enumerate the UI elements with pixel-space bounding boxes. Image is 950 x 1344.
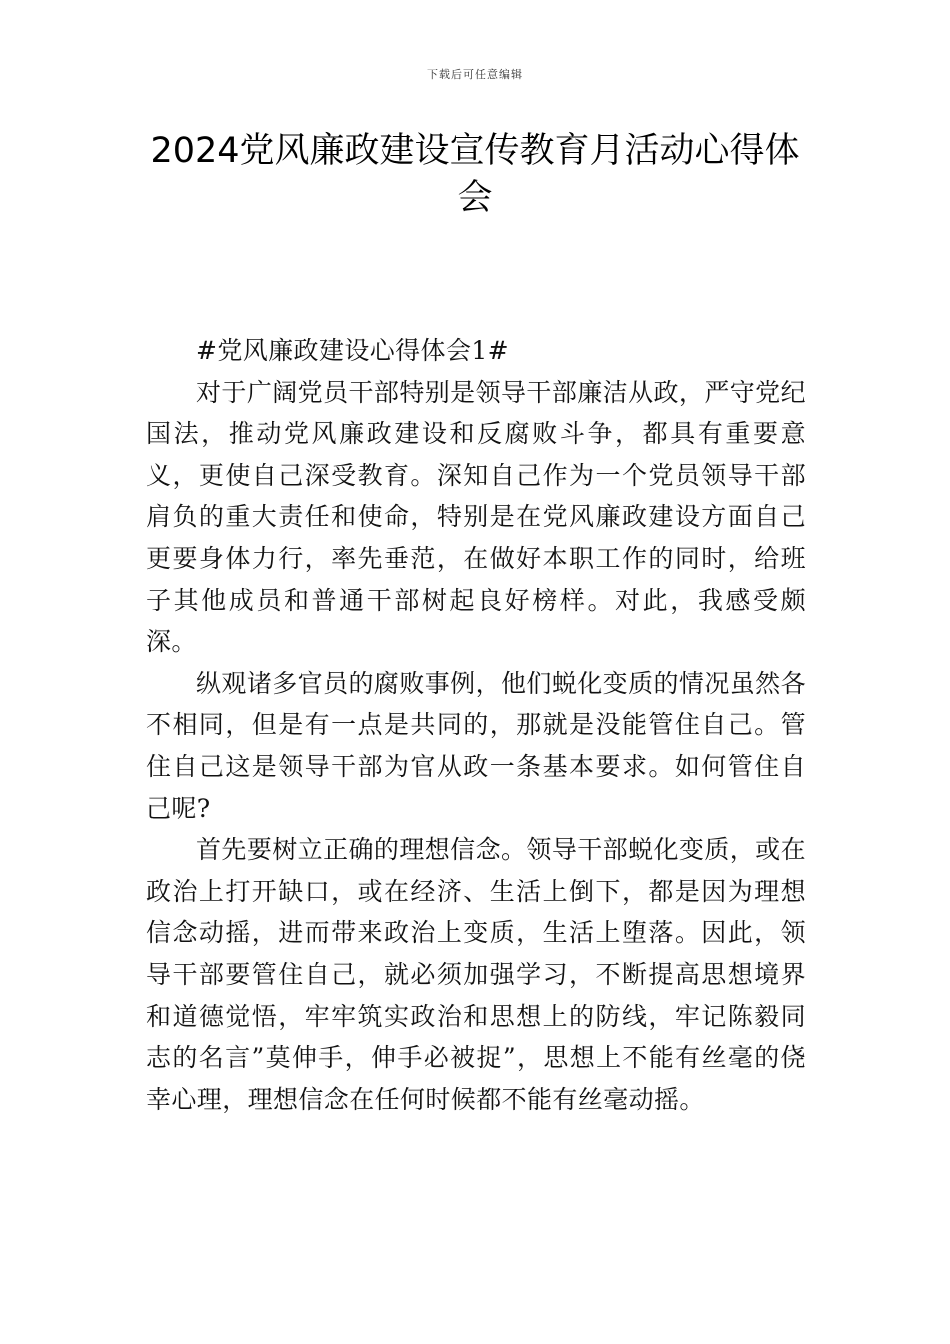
- document-body: [146, 330, 806, 1120]
- document-title: 2024党风廉政建设宣传教育月活动心得体会: [150, 131, 800, 218]
- section-heading: #党风廉政建设心得体会1#: [196, 336, 510, 365]
- paragraph: 纵观诸多官员的腐败事例，他们蜕化变质的情况虽然各不相同，但是有一点是共同的，那就是没能管住自己。管住自己这是领导干部为官从政一条基本要求。如何管住自己呢?: [146, 668, 806, 823]
- header-note: 下载后可任意编辑: [427, 68, 523, 81]
- paragraph: 对于广阔党员干部特别是领导干部廉洁从政，严守党纪国法，推动党风廉政建设和反腐败斗争，都具有重要意义，更使自己深受教育。深知自己作为一个党员领导干部肩负的重大责任和使命，特别是在党风廉政建设方面自己更要身体力行，率先垂范，在做好本职工作的同时，给班子其他成员和普通干部树起良好榜样。对此，我感受颇深。: [146, 377, 806, 657]
- paragraph: 首先要树立正确的理想信念。领导干部蜕化变质，或在政治上打开缺口，或在经济、生活上倒下，都是因为理想信念动摇，进而带来政治上变质，生活上堕落。因此，领导干部要管住自己，就必须加强学习，不断提高思想境界和道德觉悟，牢牢筑实政治和思想上的防线，牢记陈毅同志的名言”莫伸手，伸手必被捉”，思想上不能有丝毫的侥幸心理，理想信念在任何时候都不能有丝毫动摇。: [146, 835, 806, 1114]
